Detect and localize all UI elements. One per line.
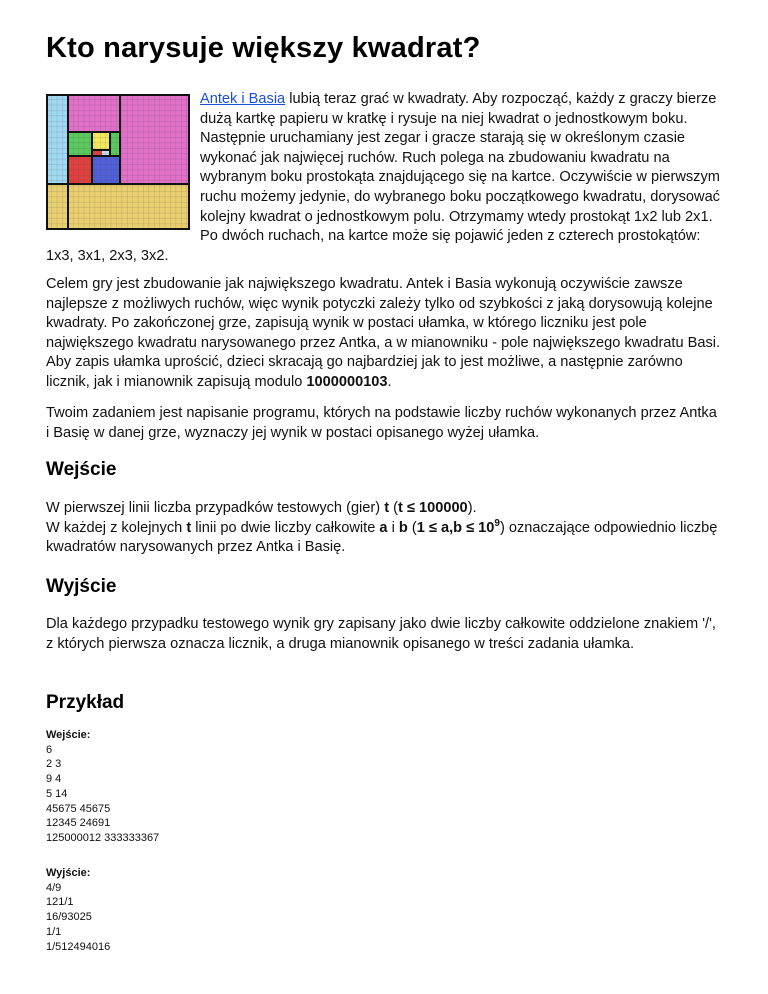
example-output — [46, 866, 110, 954]
input-description — [46, 499, 722, 558]
goal-text-end: . — [387, 373, 392, 390]
example-input-line: 12345 24691 — [46, 817, 111, 830]
intro-paragraph — [46, 90, 722, 266]
example-input-line: 9 4 — [46, 773, 62, 786]
var-b: b — [398, 519, 408, 536]
antek-basia-link[interactable]: Antek i Basia — [200, 91, 286, 107]
input-heading: Wejście — [46, 459, 117, 480]
input-line2-text: W każdej z kolejnych — [46, 519, 187, 536]
output-description: Dla każdego przypadku testowego wynik gry zapisany jako dwie liczby całkowite oddzielone znakiem '/', z których pierwsza oznacza licznik, a druga mianownik opisanego w treści zadania ułamka. — [46, 616, 716, 652]
example-input-label: Wejście: — [46, 729, 91, 741]
input-line1-mid: ( — [389, 500, 398, 516]
exponent: 9 — [494, 517, 500, 529]
input-line1-end: ). — [467, 500, 477, 516]
example-input-line: 45675 45675 — [46, 802, 111, 815]
goal-text: Celem gry jest zbudowanie jak największego kwadratu. Antek i Basia wykonują oczywiście zawsze najlepsze z możliwych ruchów, więc wynik potyczki zależy tylko od szybkości z jaką dorysowują kolejne kwadraty. Po zakończonej grze, zapisują wynik w postaci ułamka, w którego liczniku jest pole największego kwadratu narysowanego przez Antka, a w mianowniku - pole największego kwadratu Basi. Aby zapis ułamka uprościć, dzieci skracają go najbardziej jak to jest możliwe, a następnie zarówno licznik, jak i mianownik zapisują modulo — [46, 276, 721, 390]
modulus-value: 1000000103 — [306, 373, 388, 390]
ab-constraint: 1 ≤ a,b ≤ 10 — [416, 519, 495, 536]
t-constraint: t ≤ 100000 — [398, 500, 468, 516]
task-paragraph: Twoim zadaniem jest napisanie programu, których na podstawie liczby ruchów wykonanych przez Antka i Basię w danej grze, wyznaczy jej wynik w postaci opisanego wyżej ułamka. — [46, 405, 717, 441]
example-input-line: 6 — [46, 743, 53, 756]
example-output-label: Wyjście: — [46, 867, 91, 879]
page-title: Kto narysuje większy kwadrat? — [46, 32, 481, 64]
example-output-line: 1/512494016 — [46, 940, 111, 953]
fibonacci-squares-illustration — [46, 94, 190, 230]
input-line2-mid: linii po dwie liczby całkowite — [191, 519, 380, 536]
goal-paragraph — [46, 275, 722, 393]
input-line1-text: W pierwszej linii liczba przypadków testowych (gier) — [46, 500, 385, 516]
intro-text: lubią teraz grać w kwadraty. Aby rozpocząć, każdy z graczy bierze dużą kartkę papieru w kratkę i rysuje na niej kwadrat o jednostkowym boku. Następnie uruchamiany jest zegar i gracze starają się w określonym czasie wykonać jak najwięcej ruchów. Ruch polega na zbudowaniu kwadratu na wybranym boku prostokąta znajdującego się na kartce. Oczywiście w pierwszym ruchu możemy jedynie, do wybranego boku początkowego kwadratu, dorysować kolejny kwadrat o jednostkowym polu. Otrzymamy wtedy prostokąt 1x2 lub 2x1. Po dwóch ruchach, na kartce może się pojawić jeden z czterech prostokątów: 1x3, 3x1, 2x3, 3x2. — [46, 91, 720, 264]
example-input — [46, 728, 159, 846]
output-heading: Wyjście — [46, 576, 117, 597]
var-a: a — [379, 519, 388, 536]
example-input-line: 125000012 333333367 — [46, 831, 160, 844]
example-output-line: 4/9 — [46, 881, 62, 894]
input-line2-open: ( — [407, 519, 417, 536]
input-line2-end: ) oznaczające odpowiednio liczbę kwadratów narysowanych przez Antka i Basię. — [46, 519, 718, 556]
var-t: t — [384, 500, 390, 516]
var-t-2: t — [186, 519, 192, 536]
example-output-line: 121/1 — [46, 896, 74, 909]
example-input-line: 5 14 — [46, 787, 68, 800]
example-output-line: 16/93025 — [46, 911, 92, 924]
example-input-line: 2 3 — [46, 758, 62, 771]
example-output-line: 1/1 — [46, 925, 62, 938]
example-heading: Przykład — [46, 692, 125, 713]
input-line2-conj: i — [387, 519, 399, 536]
